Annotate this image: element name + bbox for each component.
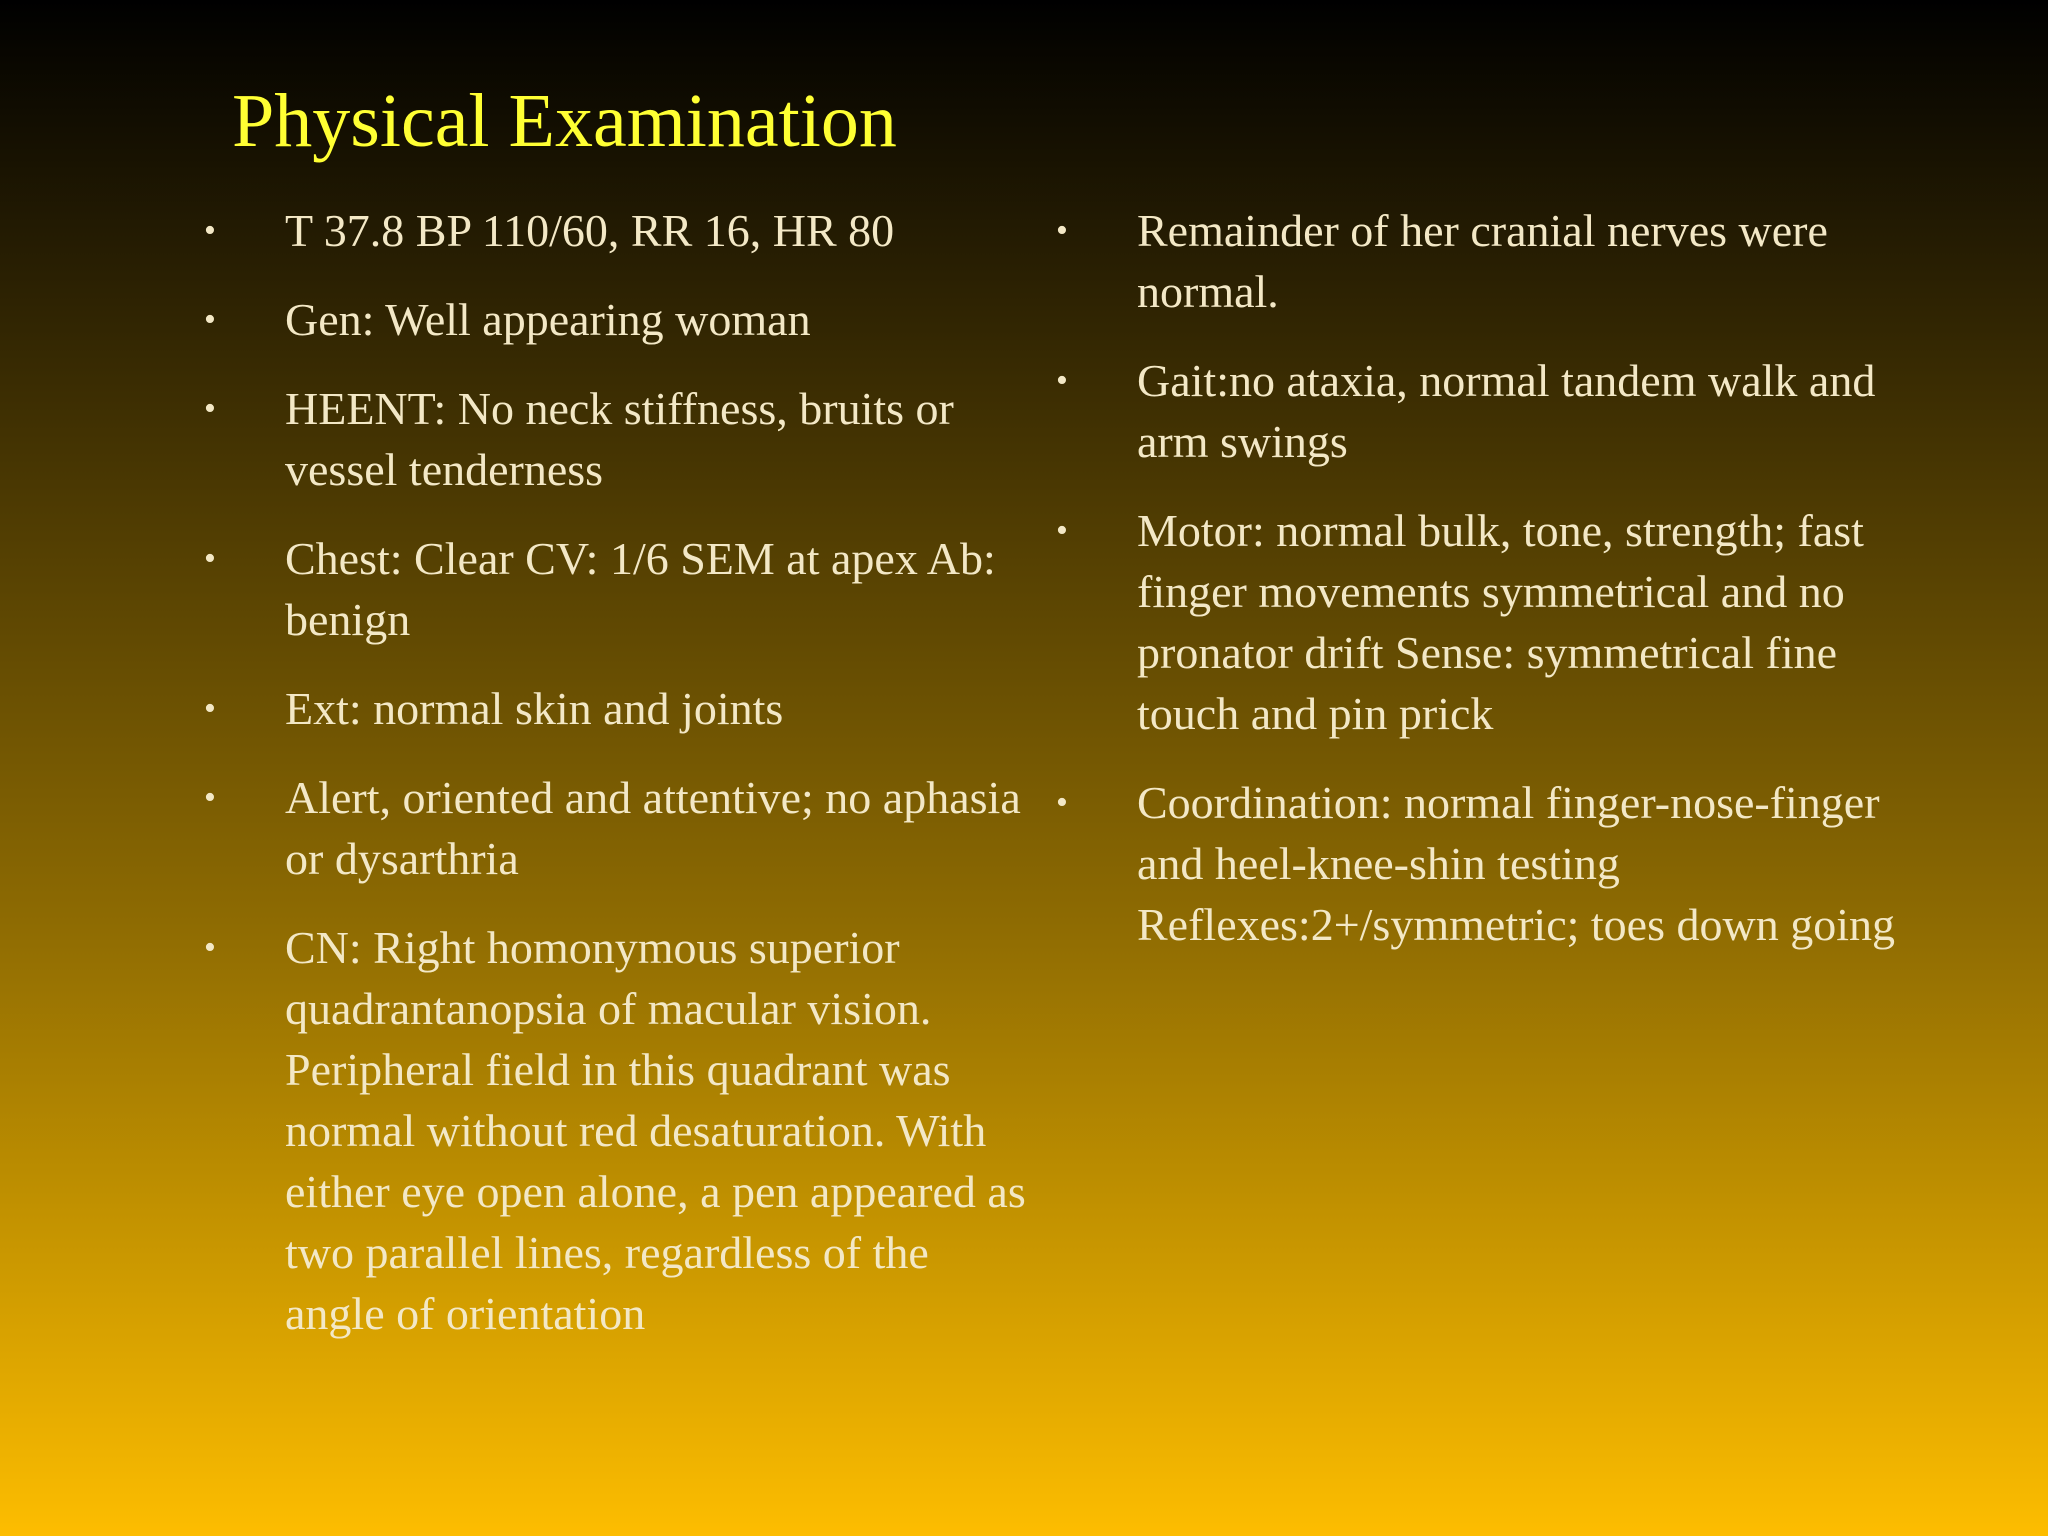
bullet-icon: • [1056,512,1068,549]
bullet-item-heent [200,378,1030,500]
bullet-icon: • [204,212,216,249]
slide-title: Physical Examination [232,79,897,163]
bullet-item-chest [200,528,1030,650]
bullet-icon: • [204,929,216,966]
bullet-icon: • [1056,784,1068,821]
bullet-item-gait [1052,350,1932,472]
bullet-text: Chest: Clear CV: 1/6 SEM at apex Ab: benign [285,533,996,645]
bullet-icon: • [204,540,216,577]
bullet-text: HEENT: No neck stiffness, bruits or vessel tenderness [285,383,954,495]
bullet-item-extremities [200,678,1030,739]
bullet-icon: • [204,779,216,816]
bullet-item-coordination [1052,772,1932,955]
bullet-text: Gen: Well appearing woman [285,294,811,345]
right-bullet-list [1052,200,1932,983]
bullet-text: Ext: normal skin and joints [285,683,784,734]
bullet-icon: • [204,690,216,727]
bullet-icon: • [204,390,216,427]
bullet-item-remaining-cranial-nerves [1052,200,1932,322]
bullet-item-mental-status [200,767,1030,889]
bullet-text: Gait:no ataxia, normal tandem walk and arm swings [1137,355,1876,467]
bullet-icon: • [1056,212,1068,249]
bullet-text: Coordination: normal finger-nose-finger and heel-knee-shin testing Reflexes:2+/symmetric; toes down going [1137,777,1895,950]
left-bullet-list [200,200,1030,1372]
bullet-icon: • [204,301,216,338]
bullet-item-vitals [200,200,1030,261]
bullet-text: Motor: normal bulk, tone, strength; fast finger movements symmetrical and no pronator drift Sense: symmetrical fine touch and pin prick [1137,505,1864,739]
bullet-text: CN: Right homonymous superior quadrantanopsia of macular vision. Peripheral field in this quadrant was normal without red desaturation. With either eye open alone, a pen appeared as two parallel lines, regardless of the angle of orientation [285,922,1026,1339]
bullet-text: Remainder of her cranial nerves were normal. [1137,205,1828,317]
bullet-item-cranial-nerves [200,917,1030,1344]
bullet-text: T 37.8 BP 110/60, RR 16, HR 80 [285,205,895,256]
bullet-icon: • [1056,362,1068,399]
bullet-item-motor [1052,500,1932,744]
bullet-item-general [200,289,1030,350]
bullet-text: Alert, oriented and attentive; no aphasia or dysarthria [285,772,1021,884]
